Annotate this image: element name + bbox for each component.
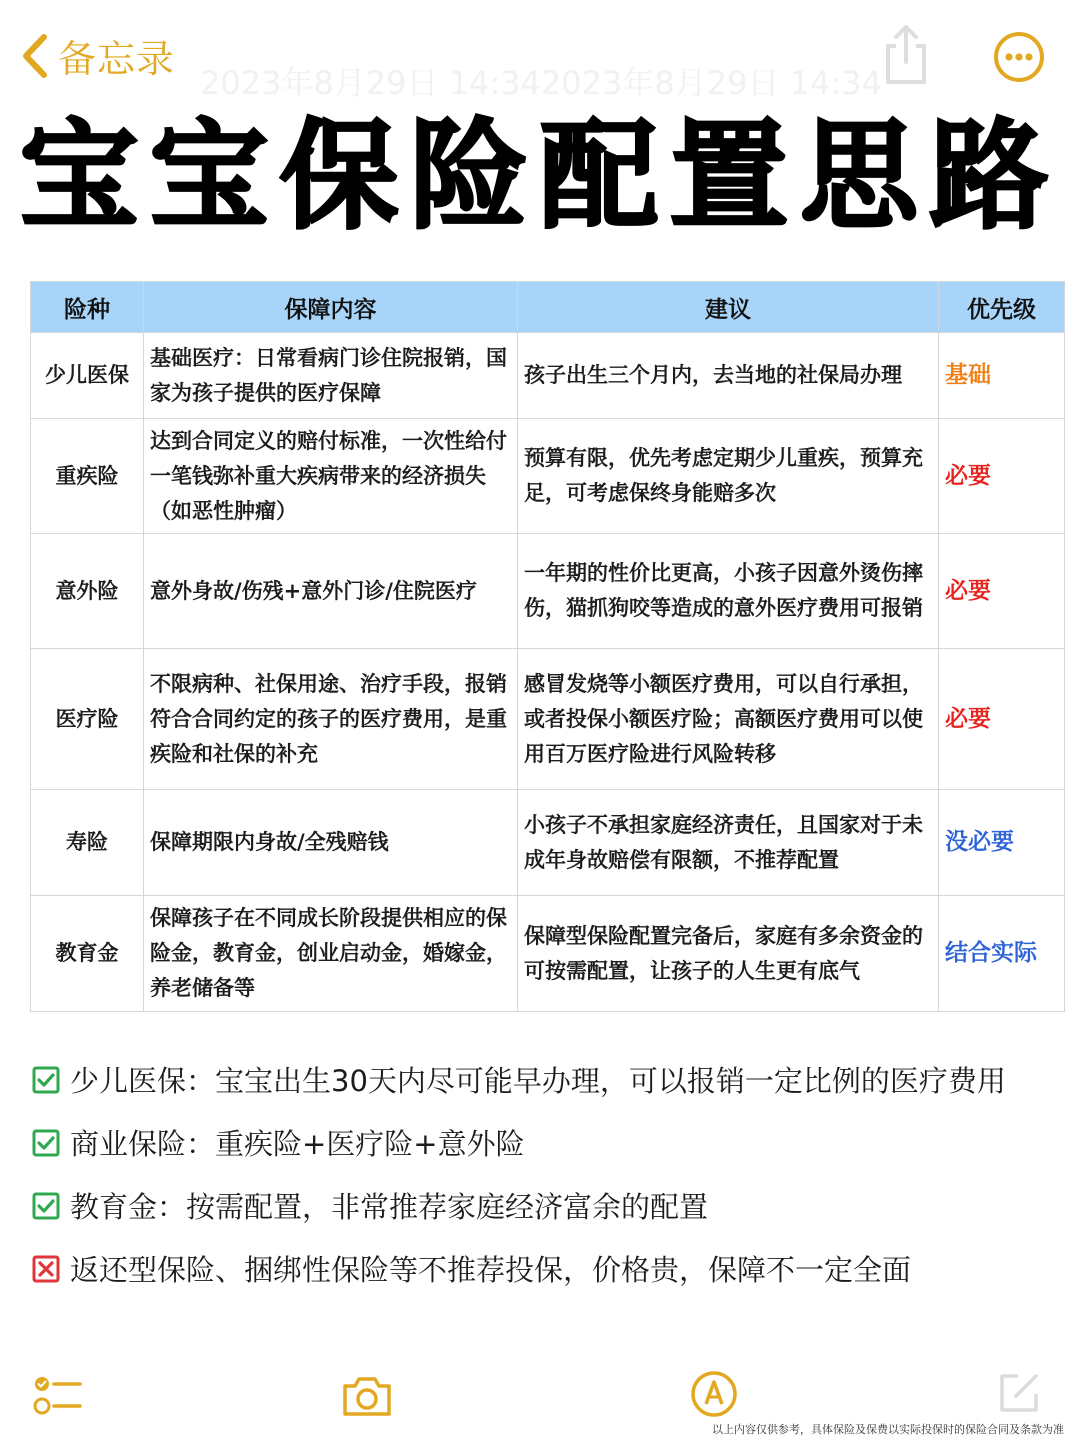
checklist-item: [32, 1111, 1062, 1174]
coverage-cell: 保障期限内身故/全残赔钱: [144, 790, 518, 896]
navigation-bar: [0, 0, 1080, 110]
more-button[interactable]: [992, 30, 1046, 84]
coverage-cell: 基础医疗：日常看病门诊住院报销，国家为孩子提供的医疗保障: [144, 333, 518, 419]
compose-icon: [996, 1370, 1042, 1416]
advice-cell: 感冒发烧等小额医疗费用，可以自行承担，或者投保小额医疗险；高额医疗费用可以使用百万医疗险进行风险转移: [518, 649, 939, 790]
checklist-item-text: 教育金：按需配置，非常推荐家庭经济富余的配置: [70, 1190, 709, 1224]
note-timestamp: 2023年8月29日 14:342023年8月29日 14:34: [200, 64, 882, 102]
priority-cell: 必要: [939, 419, 1065, 534]
coverage-cell: 不限病种、社保用途、治疗手段，报销符合合同约定的孩子的医疗费用，是重疾险和社保的补充: [144, 649, 518, 790]
checkbox-checked-icon[interactable]: [32, 1192, 60, 1220]
checklist-button[interactable]: [32, 1372, 84, 1422]
insurance-type-cell: 寿险: [31, 790, 144, 896]
advice-cell: 保障型保险配置完备后，家庭有多余资金的可按需配置，让孩子的人生更有底气: [518, 896, 939, 1012]
insurance-table: [30, 281, 1065, 1012]
compose-button[interactable]: [996, 1370, 1042, 1420]
back-label: 备忘录: [58, 37, 176, 81]
insurance-type-cell: 少儿医保: [31, 333, 144, 419]
coverage-cell: 达到合同定义的赔付标准，一次性给付一笔钱弥补重大疾病带来的经济损失（如恶性肿瘤）: [144, 419, 518, 534]
column-header-content: 保障内容: [144, 282, 518, 333]
checklist-icon: [32, 1372, 84, 1418]
coverage-cell: 意外身故/伤残+意外门诊/住院医疗: [144, 534, 518, 649]
advice-cell: 一年期的性价比更高，小孩子因意外烫伤摔伤，猫抓狗咬等造成的意外医疗费用可报销: [518, 534, 939, 649]
markup-button[interactable]: [690, 1370, 738, 1422]
insurance-type-cell: 重疾险: [31, 419, 144, 534]
camera-button[interactable]: [340, 1374, 394, 1422]
priority-cell: 必要: [939, 649, 1065, 790]
insurance-type-cell: 意外险: [31, 534, 144, 649]
coverage-cell: 保障孩子在不同成长阶段提供相应的保险金，教育金，创业启动金，婚嫁金，养老储备等: [144, 896, 518, 1012]
table-row: [31, 419, 1065, 534]
advice-cell: 孩子出生三个月内，去当地的社保局办理: [518, 333, 939, 419]
table-row: [31, 896, 1065, 1012]
bottom-toolbar: [0, 1360, 1080, 1430]
column-header-priority: 优先级: [939, 282, 1065, 333]
checklist-item: [32, 1048, 1062, 1111]
insurance-type-cell: 医疗险: [31, 649, 144, 790]
table-row: [31, 649, 1065, 790]
table-header-row: [31, 282, 1065, 333]
checklist-item-text: 返还型保险、捆绑性保险等不推荐投保，价格贵，保障不一定全面: [70, 1253, 912, 1287]
advice-cell: 小孩子不承担家庭经济责任，且国家对于未成年身故赔偿有限额，不推荐配置: [518, 790, 939, 896]
checklist-item: [32, 1237, 1062, 1300]
checklist: [32, 1048, 1062, 1300]
table-row: [31, 333, 1065, 419]
camera-icon: [340, 1374, 394, 1418]
priority-cell: 结合实际: [939, 896, 1065, 1012]
more-icon: [992, 30, 1046, 84]
share-icon: [878, 22, 934, 88]
priority-cell: 基础: [939, 333, 1065, 419]
checklist-item: [32, 1174, 1062, 1237]
disclaimer-text: 以上内容仅供参考，具体保险及保费以实际投保时的保险合同及条款为准: [712, 1423, 1064, 1436]
insurance-type-cell: 教育金: [31, 896, 144, 1012]
back-button[interactable]: [18, 28, 175, 83]
column-header-advice: 建议: [518, 282, 939, 333]
column-header-type: 险种: [31, 282, 144, 333]
priority-cell: 必要: [939, 534, 1065, 649]
checkbox-checked-icon[interactable]: [32, 1066, 60, 1094]
page-title: 宝宝保险配置思路: [19, 107, 1060, 245]
chevron-left-icon: [18, 31, 52, 81]
priority-cell: 没必要: [939, 790, 1065, 896]
checkbox-checked-icon[interactable]: [32, 1129, 60, 1157]
table-row: [31, 790, 1065, 896]
checklist-item-text: 少儿医保：宝宝出生30天内尽可能早办理，可以报销一定比例的医疗费用: [70, 1064, 1006, 1098]
table-row: [31, 534, 1065, 649]
advice-cell: 预算有限，优先考虑定期少儿重疾，预算充足，可考虑保终身能赔多次: [518, 419, 939, 534]
markup-icon: [690, 1370, 738, 1418]
checklist-item-text: 商业保险：重疾险+医疗险+意外险: [70, 1127, 525, 1161]
share-button[interactable]: [878, 22, 934, 88]
checkbox-crossed-icon[interactable]: [32, 1255, 60, 1283]
